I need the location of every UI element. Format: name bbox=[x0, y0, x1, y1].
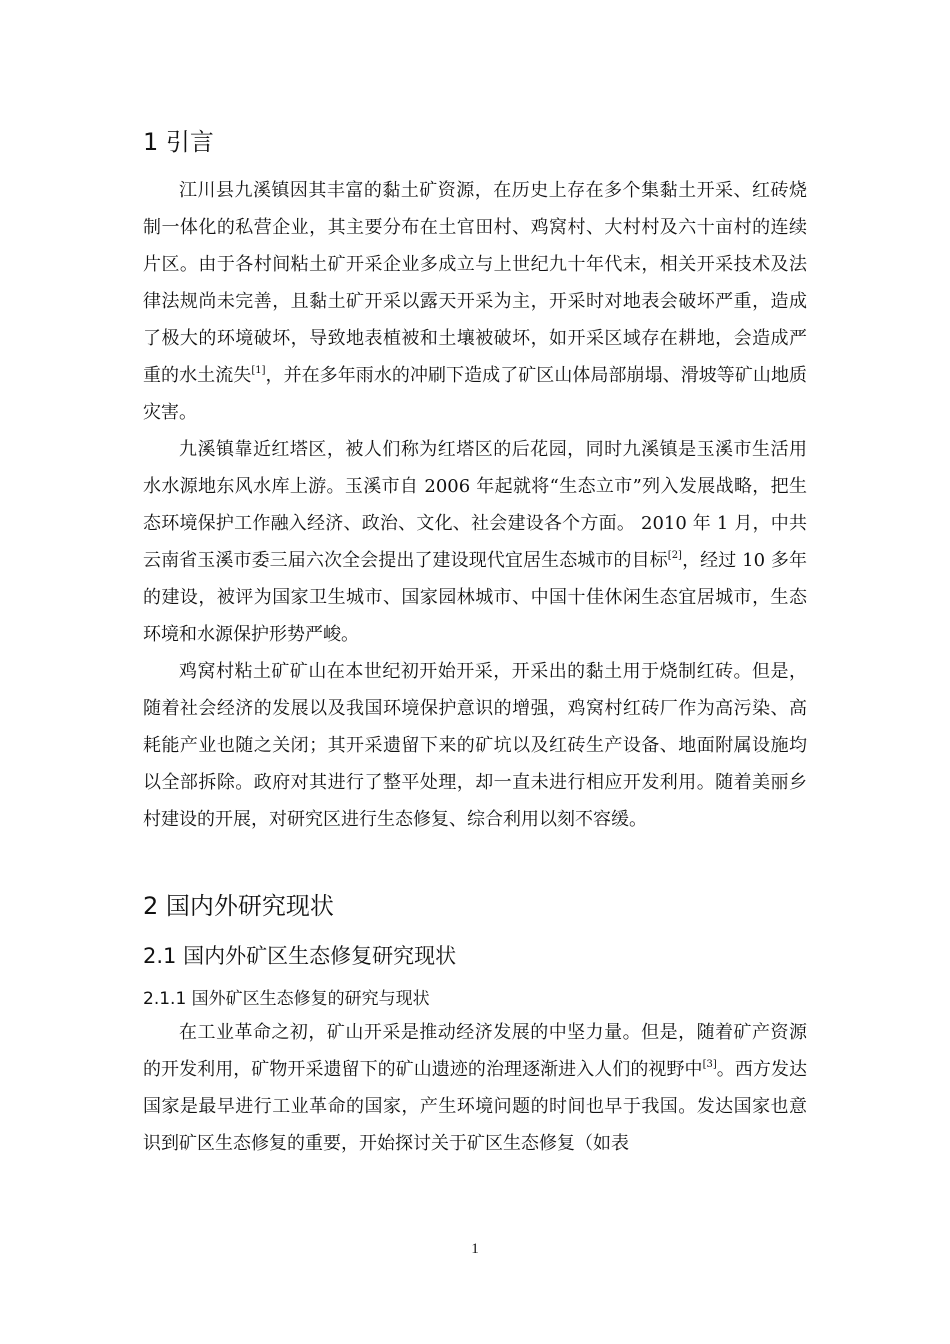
paragraph-2-text-a: 九溪镇靠近红塔区，被人们称为红塔区的后花园，同时九溪镇是玉溪市生活用水水源地东风水库上游。玉溪市自 2006 年起就将“生态立市”列入发展战略，把生态环境保护工作融入经济、政治、文化、社会建设各个方面。 2010 年 1 月，中共云南省玉溪市委三届六次全会提出了建设现代宜居生态城市的目标 bbox=[143, 439, 807, 571]
paragraph-1-text-b: ，并在多年雨水的冲刷下造成了矿区山体局部崩塌、滑坡等矿山地质灾害。 bbox=[143, 365, 808, 423]
citation-2: [2] bbox=[667, 550, 682, 561]
paragraph-4-text-b: 。西方发达国家是最早进行工业革命的国家，产生环境问题的时间也早于我国。发达国家也意识到矿区生态修复的重要，开始探讨关于矿区生态修复（如表 bbox=[143, 1059, 808, 1154]
paragraph-4-text-a: 在工业革命之初，矿山开采是推动经济发展的中坚力量。但是，随着矿产资源的开发利用，矿物开采遗留下的矿山遗迹的治理逐渐进入人们的视野中 bbox=[143, 1022, 807, 1080]
paragraph-1 bbox=[143, 172, 807, 431]
paragraph-2-text-b: ，经过 10 多年的建设，被评为国家卫生城市、国家园林城市、中国十佳休闲生态宜居城市，生态环境和水源保护形势严峻。 bbox=[143, 550, 807, 645]
page-body bbox=[143, 122, 807, 1162]
paragraph-4 bbox=[143, 1014, 807, 1162]
page-number: 1 bbox=[471, 1241, 479, 1257]
paragraph-3: 鸡窝村粘土矿矿山在本世纪初开始开采，开采出的黏土用于烧制红砖。但是，随着社会经济的发展以及我国环境保护意识的增强，鸡窝村红砖厂作为高污染、高耗能产业也随之关闭；其开采遗留下来的矿坑以及红砖生产设备、地面附属设施均以全部拆除。政府对其进行了整平处理，却一直未进行相应开发利用。随着美丽乡村建设的开展，对研究区进行生态修复、综合利用以刻不容缓。 bbox=[143, 661, 807, 830]
section-spacer bbox=[143, 838, 807, 886]
section-heading-2: 2 国内外研究现状 bbox=[143, 892, 334, 920]
citation-3: [3] bbox=[702, 1059, 717, 1070]
subsection-heading-2-1: 2.1 国内外矿区生态修复研究现状 bbox=[143, 944, 457, 968]
paragraph-2 bbox=[143, 431, 807, 653]
paragraph-1-text-a: 江川县九溪镇因其丰富的黏土矿资源，在历史上存在多个集黏土开采、红砖烧制一体化的私营企业，其主要分布在土官田村、鸡窝村、大村村及六十亩村的连续片区。由于各村间粘土矿开采企业多成立与上世纪九十年代末，相关开采技术及法律法规尚未完善，且黏土矿开采以露天开采为主，开采时对地表会破坏严重，造成了极大的环境破坏，导致地表植被和土壤被破坏，如开采区域存在耕地，会造成严重的水土流失 bbox=[143, 180, 807, 386]
section-heading-1: 1 引言 bbox=[143, 128, 214, 156]
citation-1: [1] bbox=[251, 365, 266, 376]
subsubsection-heading-2-1-1: 2.1.1 国外矿区生态修复的研究与现状 bbox=[143, 989, 430, 1009]
